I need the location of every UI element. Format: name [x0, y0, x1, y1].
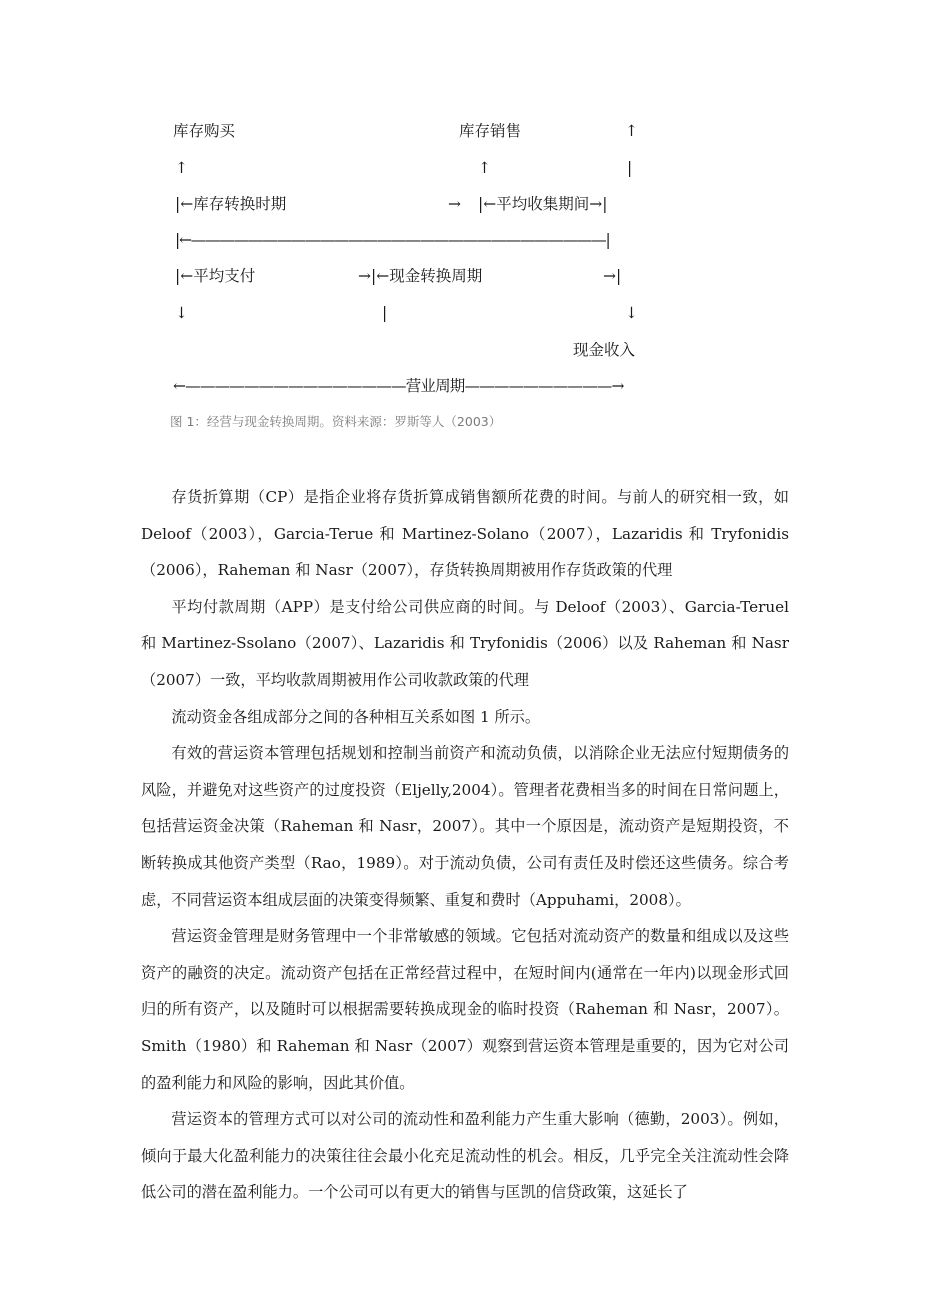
up-arrow-mid-icon: ↑ [478, 159, 491, 177]
full-span-arrow: |←—————————————————————————————| [175, 231, 610, 249]
down-arrow-left-icon: ↓ [175, 304, 188, 322]
paragraph-working-capital-field: 营运资金管理是财务管理中一个非常敏感的领域。它包括对流动资产的数量和组成以及这些资产的融资的决定。流动资产包括在正常经营过程中，在短时间内(通常在一年内)以现金形式回归的所有资产，以及随时可以根据需要转换成现金的临时投资（Raheman 和 Nasr，2007）。Smith（1980）和 Raheman 和 Nasr（2007）观察到营运资本管理是重要的，因为它对公司的盈利能力和风险的影响，因此其价值。 [141, 927, 789, 1092]
cash-conversion-end-arrow: →| [603, 267, 622, 285]
inventory-purchase-label: 库存购买 [173, 122, 236, 140]
body-text [141, 479, 789, 1211]
operating-cash-cycle-diagram [0, 0, 926, 440]
operating-cycle-arrow: ←———————————————营业周期——————————→ [173, 377, 624, 395]
paragraph-management-approach: 营运资本的管理方式可以对公司的流动性和盈利能力产生重大影响（德勤，2003）。例如，倾向于最大化盈利能力的决策往往会最小化充足流动性的机会。相反，几乎完全关注流动性会降低公司的潜在盈利能力。一个公司可以有更大的销售与匡凯的信贷政策，这延长了 [141, 1110, 789, 1202]
average-payment-period: |←平均支付 [175, 267, 256, 285]
paragraph-average-payment: 平均付款周期（APP）是支付给公司供应商的时间。与 Deloof（2003）、Garcia-Teruel 和 Martinez-Ssolano（2007）、Lazaridis 和 Tryfonidis（2006）以及 Raheman 和 Nasr（2007）一致，平均收款周期被用作公司收款政策的代理 [141, 597, 789, 689]
inventory-conversion-arrow-icon: → [448, 195, 461, 213]
paragraph-inventory-conversion: 存货折算期（CP）是指企业将存货折算成销售额所花费的时间。与前人的研究相一致，如 Deloof（2003），Garcia-Terue 和 Martinez-Solano（2007），Lazaridis 和 Tryfonidis（2006），Raheman 和 Nasr（2007），存货转换周期被用作存货政策的代理 [141, 488, 789, 580]
paragraph-effective-management: 有效的营运资本管理包括规划和控制当前资产和流动负债，以消除企业无法应付短期债务的风险，并避免对这些资产的过度投资（Eljelly,2004）。管理者花费相当多的时间在日常问题上，包括营运资金决策（Raheman 和 Nasr，2007）。其中一个原因是，流动资产是短期投资，不断转换成其他资产类型（Rao，1989）。对于流动负债，公司有责任及时偿还这些债务。综合考虑，不同营运资本组成层面的决策变得频繁、重复和费时（Appuhami，2008）。 [141, 744, 789, 909]
mid-bar-marker: | [382, 304, 388, 322]
cash-receipt-label: 现金收入 [573, 341, 636, 359]
average-collection-period: |←平均收集期间→| [478, 195, 608, 213]
up-arrow-right-icon: ↑ [625, 122, 638, 140]
down-arrow-right-icon: ↓ [625, 304, 638, 322]
cash-conversion-cycle: →|←现金转换周期 [358, 267, 483, 285]
inventory-sales-label: 库存销售 [459, 122, 522, 140]
right-bar-marker: | [627, 159, 633, 177]
inventory-conversion-period: |←库存转换时期 [175, 195, 287, 213]
figure-caption: 图 1：经营与现金转换周期。资料来源：罗斯等人（2003） [170, 414, 502, 429]
up-arrow-left-icon: ↑ [175, 159, 188, 177]
paragraph-relationships: 流动资金各组成部分之间的各种相互关系如图 1 所示。 [171, 707, 541, 726]
